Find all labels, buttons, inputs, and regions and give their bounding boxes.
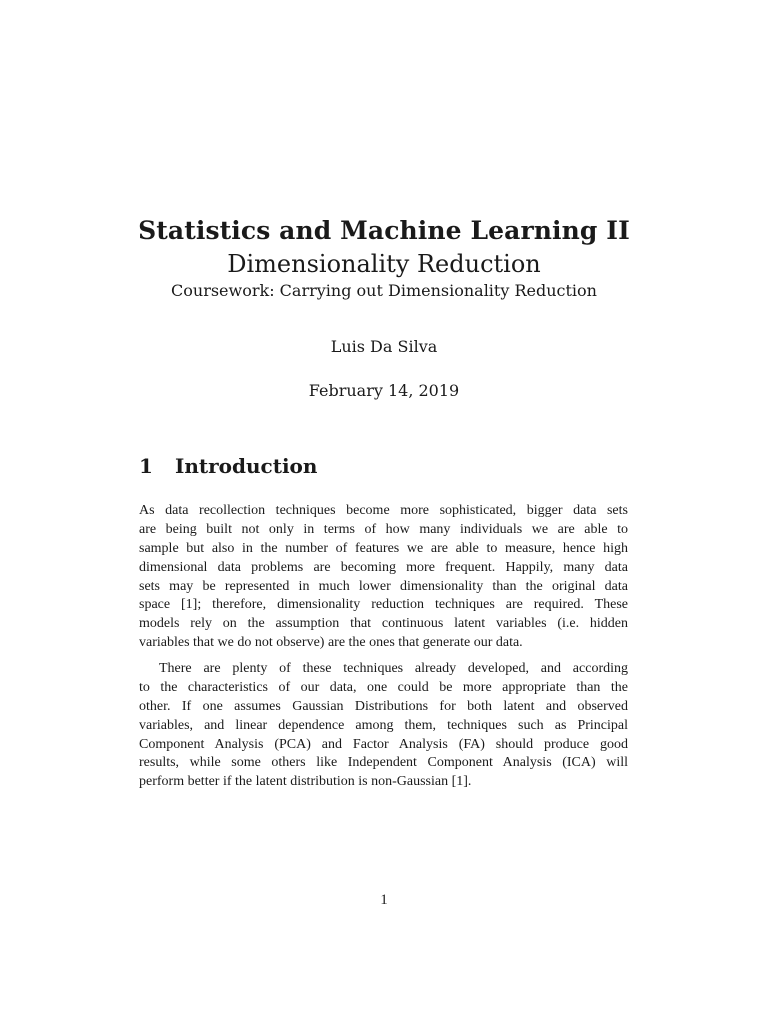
paragraph-line: dimensional data problems are becoming more frequent. Happily, many data: [139, 559, 628, 575]
paragraph-line: models rely on the assumption that continuous latent variables (i.e. hidden: [139, 616, 628, 632]
paragraph-line: variables that we do not observe) are the ones that generate our data.: [139, 635, 523, 651]
paragraph-line: results, while some others like Independent Component Analysis (ICA) will: [139, 755, 628, 771]
paragraph-line: sets may be represented in much lower dimensionality than the original data: [139, 578, 628, 594]
paragraph-line: sample but also in the number of features we are able to measure, hence high: [139, 540, 628, 556]
coursework-line: Coursework: Carrying out Dimensionality Reduction: [171, 281, 597, 300]
document-title: Statistics and Machine Learning II: [138, 216, 630, 245]
section-number: 1: [139, 454, 153, 478]
page-number: 1: [380, 892, 388, 908]
paragraph-line: Component Analysis (PCA) and Factor Analysis (FA) should produce good: [139, 736, 628, 752]
paragraph-line: There are plenty of these techniques already developed, and according: [159, 661, 628, 676]
paragraph-line: As data recollection techniques become more sophisticated, bigger data sets: [139, 503, 628, 518]
paragraph-1: [139, 502, 628, 653]
paragraph-line: space [1]; therefore, dimensionality reduction techniques are required. These: [139, 597, 628, 613]
paragraph-line: to the characteristics of our data, one could be more appropriate than the: [139, 679, 628, 695]
section-heading: [139, 454, 317, 478]
section-title: Introduction: [175, 454, 318, 478]
author-name: Luis Da Silva: [330, 337, 438, 356]
document-date: February 14, 2019: [308, 381, 460, 400]
paragraph-2: [139, 660, 628, 792]
paragraph-line: perform better if the latent distribution is non-Gaussian [1].: [139, 774, 472, 790]
paragraph-line: variables, and linear dependence among them, techniques such as Principal: [139, 717, 628, 733]
paragraph-line: are being built not only in terms of how many individuals we are able to: [139, 521, 628, 537]
document-subtitle: Dimensionality Reduction: [227, 250, 541, 278]
paragraph-line: other. If one assumes Gaussian Distributions for both latent and observed: [139, 698, 628, 714]
